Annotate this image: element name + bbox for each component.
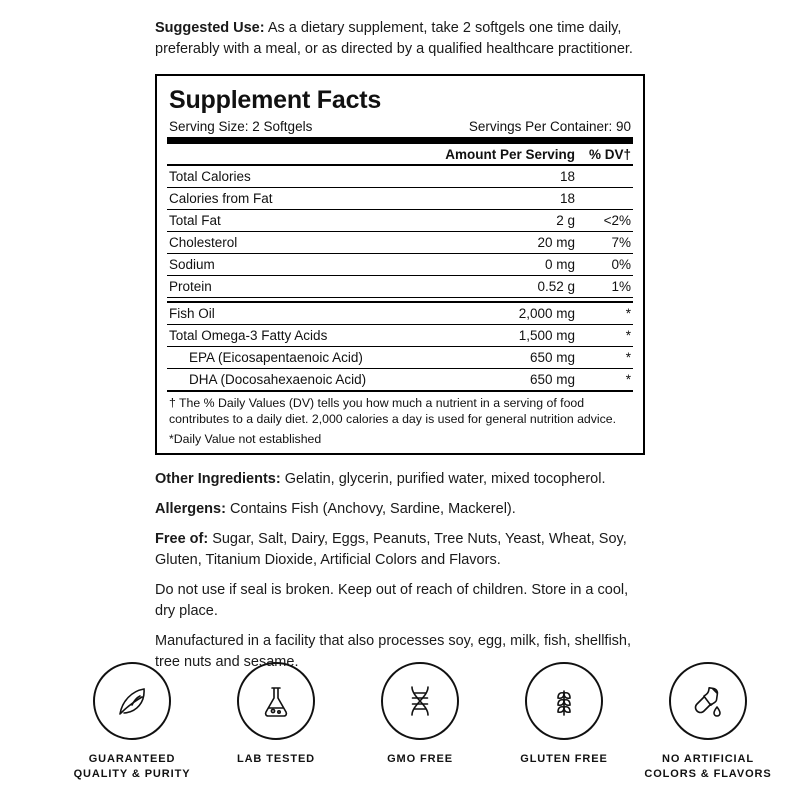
- dropper-icon: [669, 662, 747, 740]
- nutrient-name: EPA (Eicosapentaenoic Acid): [189, 350, 363, 366]
- nutrient-name: Total Calories: [169, 169, 251, 185]
- table-row: [167, 276, 633, 298]
- nutrient-name: Fish Oil: [169, 306, 215, 322]
- free-of-text: Sugar, Salt, Dairy, Eggs, Peanuts, Tree Nuts, Yeast, Wheat, Soy, Gluten, Titanium Dioxide, Artificial Colors and Flavors.: [155, 531, 627, 569]
- nutrient-dv: *: [625, 306, 631, 322]
- badge-label: [348, 752, 492, 767]
- nutrient-name: Total Fat: [169, 213, 221, 229]
- allergens-label: Allergens:: [155, 501, 226, 518]
- badge-label-line1: GMO FREE: [387, 753, 453, 766]
- supplement-facts-title: Supplement Facts: [169, 86, 382, 115]
- badge-label-line1: GUARANTEED: [88, 753, 176, 766]
- nutrient-amount: 1,500 mg: [518, 328, 575, 344]
- nutrient-amount: 650 mg: [529, 372, 575, 388]
- suggested-use-text: As a dietary supplement, take 2 softgels one time daily, preferably with a meal, or as directed by a qualified healthcare practitioner.: [155, 20, 633, 58]
- panel-rule-thick: [167, 137, 633, 144]
- percent-dv-header: % DV†: [588, 147, 631, 163]
- servings-per-container: Servings Per Container: 90: [468, 119, 631, 135]
- dna-icon: [381, 662, 459, 740]
- supplement-facts-panel: [155, 74, 645, 455]
- nutrient-amount: 20 mg: [537, 235, 575, 251]
- table-row: [167, 347, 633, 369]
- nutrient-name: Protein: [169, 279, 212, 295]
- nutrient-amount: 18: [559, 191, 575, 207]
- nutrient-amount: 650 mg: [529, 350, 575, 366]
- table-row: [167, 301, 633, 325]
- badge-gluten-free: [492, 662, 636, 767]
- badge-no-artificial-colors: [636, 662, 780, 782]
- badge-guaranteed-quality: [60, 662, 204, 782]
- badge-lab-tested: [204, 662, 348, 767]
- facility-text: Manufactured in a facility that also processes soy, egg, milk, fish, shellfish, tree nuts and sesame.: [155, 633, 632, 671]
- badge-label-line2: COLORS & FLAVORS: [644, 768, 772, 781]
- nutrient-dv: *: [625, 372, 631, 388]
- free-of-label: Free of:: [155, 531, 209, 548]
- table-row: [167, 369, 633, 392]
- badge-label: [636, 752, 780, 782]
- badge-gmo-free: [348, 662, 492, 767]
- facts-column-headers: [167, 144, 633, 164]
- nutrient-dv: 7%: [611, 235, 631, 251]
- nutrient-name: Cholesterol: [169, 235, 238, 251]
- table-row: [167, 232, 633, 254]
- allergens-block: [155, 499, 645, 520]
- badge-label: [492, 752, 636, 767]
- nutrient-dv: 0%: [611, 257, 631, 273]
- nutrient-name: Sodium: [169, 257, 215, 273]
- nutrient-dv: [575, 191, 631, 206]
- table-row: [167, 254, 633, 276]
- badge-label: [60, 752, 204, 782]
- suggested-use-label: Suggested Use:: [155, 20, 265, 36]
- badge-label-line1: GLUTEN FREE: [520, 753, 608, 766]
- nutrient-name: DHA (Docosahexaenoic Acid): [189, 372, 367, 388]
- nutrient-dv: <2%: [603, 213, 631, 229]
- nutrient-amount: 18: [559, 169, 575, 185]
- wheat-icon: [525, 662, 603, 740]
- other-ingredients-label: Other Ingredients:: [155, 471, 281, 488]
- nutrient-dv: *: [625, 328, 631, 344]
- table-row: [167, 325, 633, 347]
- warning-text: Do not use if seal is broken. Keep out of reach of children. Store in a cool, dry place.: [155, 582, 629, 620]
- badge-label-line1: LAB TESTED: [236, 753, 316, 766]
- leaf-icon: [93, 662, 171, 740]
- table-row: [167, 188, 633, 210]
- suggested-use-block: [155, 18, 635, 60]
- nutrient-dv: 1%: [611, 279, 631, 295]
- serving-size: Serving Size: 2 Softgels: [169, 119, 313, 135]
- nutrient-amount: 2 g: [556, 213, 575, 229]
- nutrient-name: Calories from Fat: [169, 191, 273, 207]
- serving-info-row: [167, 119, 633, 137]
- dv-not-established-note: *Daily Value not established: [169, 431, 322, 446]
- dv-footnote: † The % Daily Values (DV) tells you how much a nutrient in a serving of food contributes to a daily diet. 2,000 calories a day is used for general nutrition advice.: [169, 396, 617, 426]
- nutrient-dv: *: [625, 350, 631, 366]
- nutrient-dv: [575, 169, 631, 184]
- allergens-text: Contains Fish (Anchovy, Sardine, Mackerel).: [225, 501, 516, 518]
- free-of-block: [155, 529, 645, 571]
- badge-label-line1: NO ARTIFICIAL: [662, 753, 754, 766]
- nutrient-amount: 0 mg: [544, 257, 575, 273]
- other-ingredients-block: [155, 469, 645, 490]
- nutrient-amount: 2,000 mg: [518, 306, 575, 322]
- nutrient-name: Total Omega-3 Fatty Acids: [169, 328, 328, 344]
- badge-label-line2: QUALITY & PURITY: [73, 768, 191, 781]
- table-row: [167, 210, 633, 232]
- header-spacer: [169, 147, 403, 162]
- flask-icon: [237, 662, 315, 740]
- table-row: [167, 166, 633, 188]
- other-ingredients-text: Gelatin, glycerin, purified water, mixed tocopherol.: [280, 471, 606, 488]
- badge-label: [204, 752, 348, 767]
- certification-badges: [60, 662, 780, 782]
- nutrient-amount: 0.52 g: [537, 279, 575, 295]
- amount-per-serving-header: Amount Per Serving: [445, 147, 575, 163]
